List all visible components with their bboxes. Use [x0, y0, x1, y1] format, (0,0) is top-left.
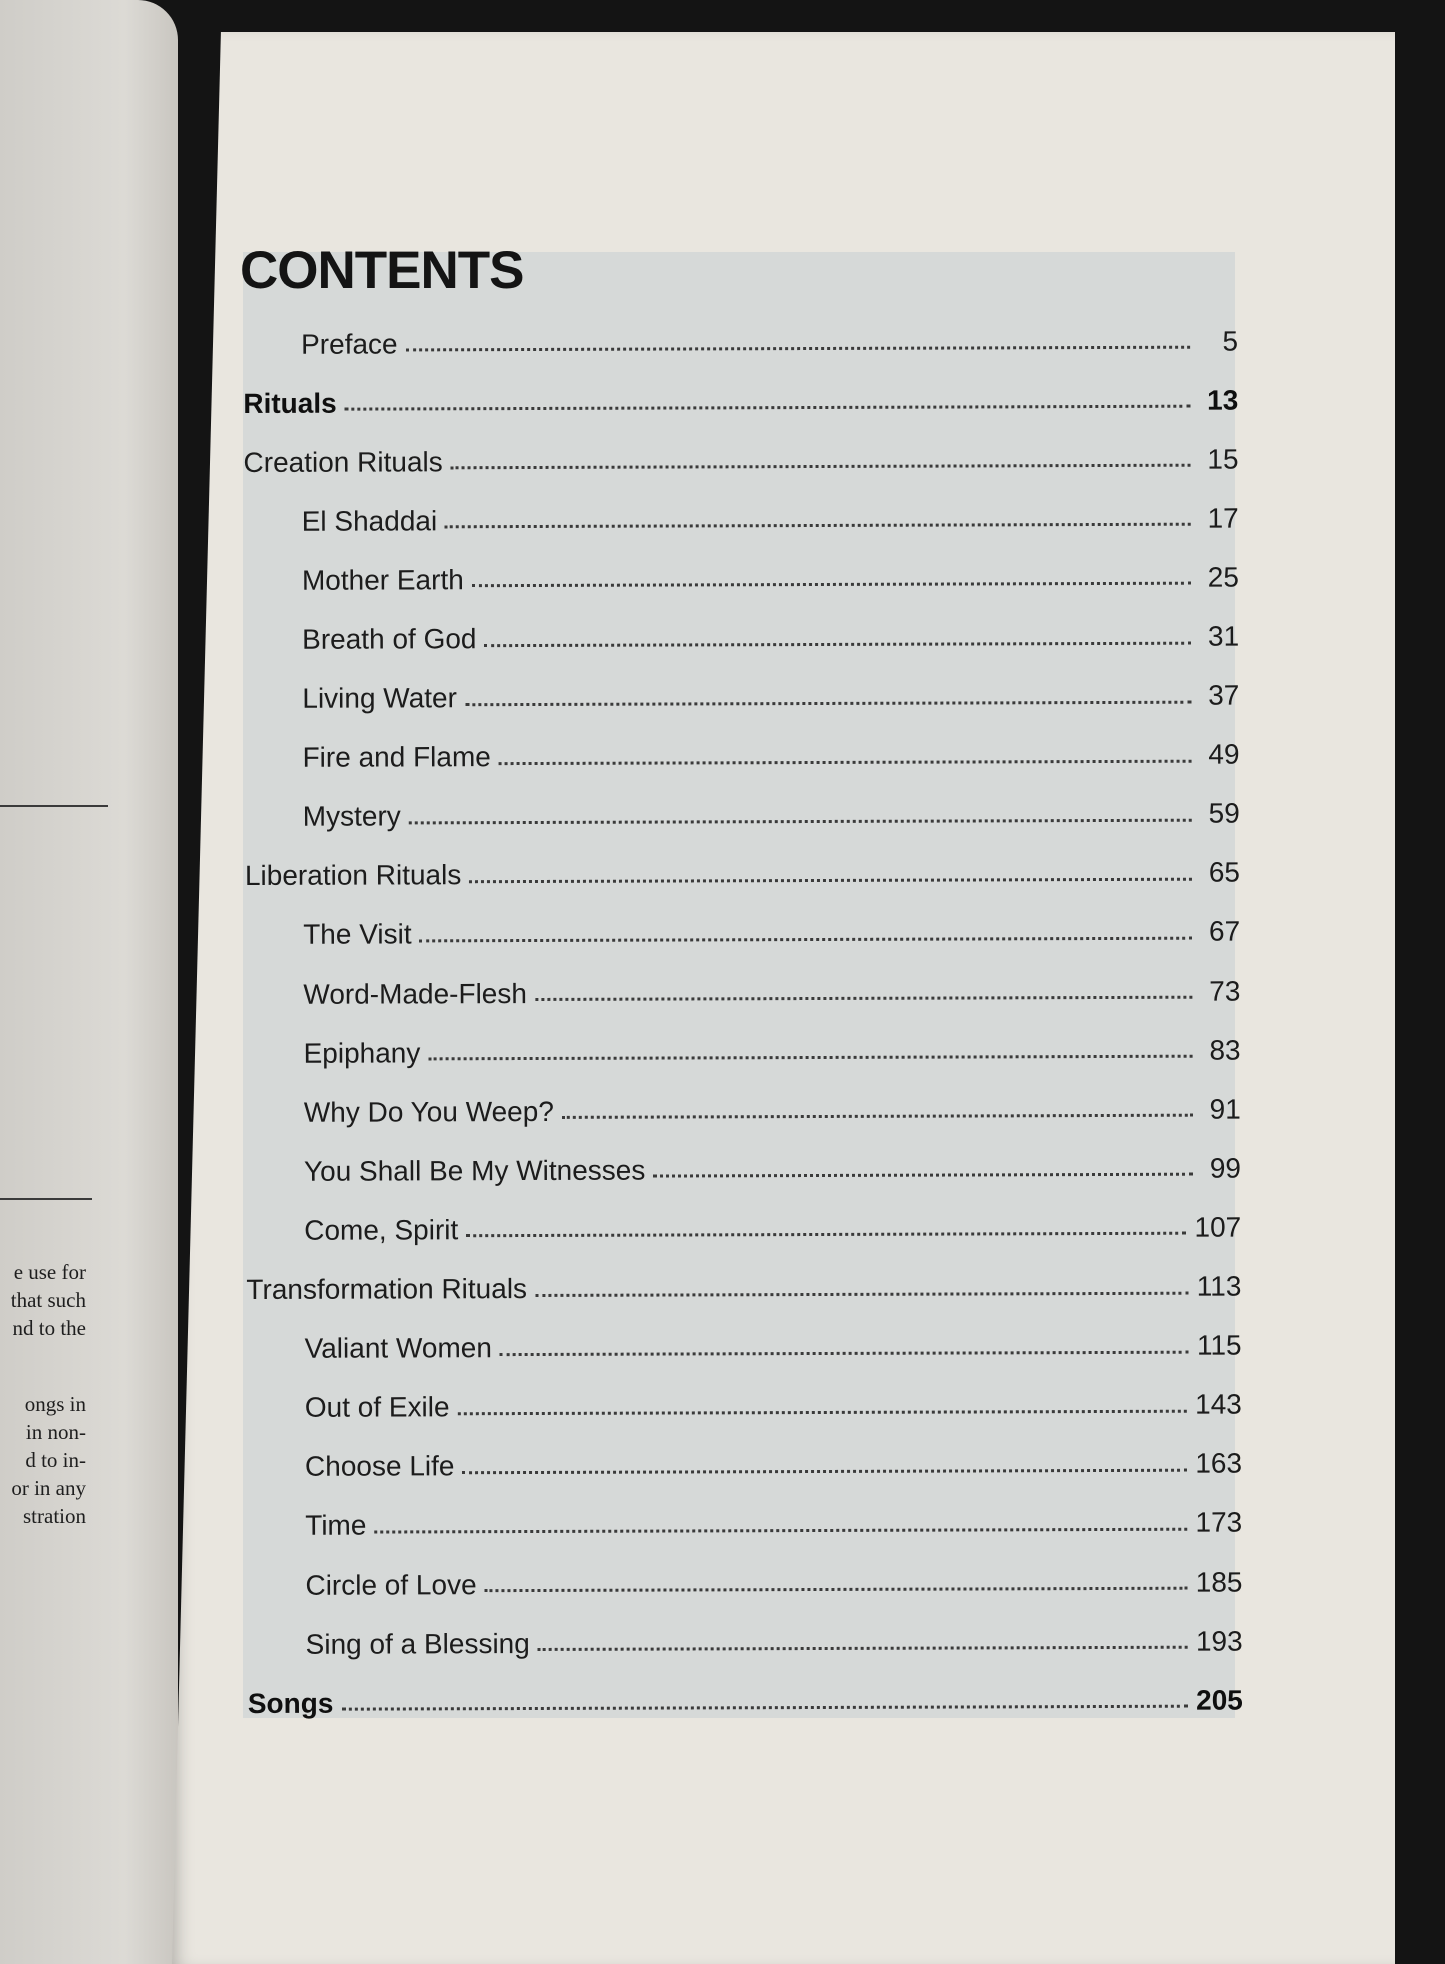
- toc-entry: [243, 371, 1238, 434]
- left-page-rule: [0, 1198, 92, 1200]
- toc-entry-page-number: 163: [1195, 1447, 1243, 1480]
- dot-leader: [499, 759, 1192, 764]
- toc-entry-page-number: 173: [1195, 1506, 1243, 1539]
- dot-leader: [500, 1350, 1189, 1355]
- toc-entry: [245, 784, 1240, 847]
- toc-entry-label: Songs: [247, 1687, 334, 1719]
- toc-entry: [246, 1139, 1241, 1202]
- toc-entry-page-number: 5: [1222, 325, 1239, 357]
- toc-entry-label: Transformation Rituals: [246, 1273, 528, 1306]
- dot-leader: [466, 1232, 1186, 1238]
- toc-entry-page-number: 143: [1195, 1388, 1242, 1420]
- toc-entry: [244, 489, 1239, 552]
- dot-leader: [485, 1587, 1188, 1592]
- toc-entry: [245, 1021, 1240, 1084]
- toc-entry-page-number: 205: [1196, 1684, 1243, 1716]
- dot-leader: [451, 464, 1191, 470]
- toc-entry: [247, 1493, 1242, 1556]
- toc-entry: [244, 666, 1239, 729]
- toc-entry-label: You Shall Be My Witnesses: [303, 1154, 646, 1187]
- dot-leader: [484, 641, 1191, 646]
- toc-entry: [243, 312, 1238, 375]
- dot-leader: [445, 523, 1191, 529]
- toc-entry-page-number: 67: [1208, 916, 1241, 948]
- toc-entry-page-number: 37: [1208, 679, 1240, 711]
- left-page-paragraph: [0, 1258, 86, 1342]
- toc-entry-label: Come, Spirit: [304, 1214, 459, 1246]
- toc-entry-page-number: 49: [1208, 738, 1240, 770]
- toc-entry-label: Mystery: [302, 800, 401, 833]
- toc-entry: [246, 1257, 1241, 1320]
- toc-entry-page-number: 83: [1209, 1034, 1241, 1066]
- toc-entry-label: Valiant Women: [304, 1332, 492, 1364]
- left-page-line: that such: [10, 1288, 86, 1312]
- toc-entry-label: Preface: [301, 328, 398, 360]
- toc-entry-page-number: 91: [1209, 1093, 1241, 1125]
- left-page-paragraph: [0, 1390, 86, 1530]
- toc-entry-label: Why Do You Weep?: [303, 1095, 554, 1128]
- toc-entry-label: Creation Rituals: [243, 446, 443, 478]
- dot-leader: [428, 1055, 1192, 1061]
- toc-entry-page-number: 15: [1207, 443, 1239, 475]
- left-page-line: ongs in: [24, 1392, 86, 1416]
- dot-leader: [562, 1114, 1193, 1119]
- toc-entry-label: Fire and Flame: [302, 741, 491, 773]
- toc-entry-label: El Shaddai: [301, 505, 438, 537]
- dot-leader: [341, 1705, 1188, 1711]
- toc-entry: [246, 1080, 1241, 1143]
- dot-leader: [374, 1528, 1187, 1534]
- table-of-contents: [243, 312, 1243, 1734]
- toc-entry-page-number: 59: [1208, 797, 1240, 829]
- toc-entry-page-number: 73: [1209, 975, 1241, 1007]
- dot-leader: [345, 405, 1191, 411]
- left-page-line: stration: [23, 1504, 86, 1528]
- toc-entry-label: Epiphany: [303, 1037, 421, 1069]
- dot-leader: [535, 1291, 1189, 1296]
- dot-leader: [420, 937, 1193, 943]
- toc-entry-page-number: 17: [1207, 502, 1239, 534]
- left-page-rule: [0, 805, 108, 807]
- left-page-line: or in any: [11, 1476, 86, 1500]
- toc-entry-page-number: 31: [1207, 620, 1240, 652]
- toc-entry-label: Rituals: [243, 387, 337, 419]
- left-page: [0, 0, 178, 1964]
- left-page-line: in non-: [25, 1420, 86, 1444]
- toc-entry: [244, 725, 1239, 788]
- toc-entry: [246, 1198, 1241, 1261]
- toc-entry-label: Word-Made-Flesh: [303, 977, 527, 1010]
- toc-entry-label: Breath of God: [302, 623, 477, 655]
- toc-entry-label: Time: [305, 1509, 367, 1542]
- left-page-line: nd to the: [12, 1316, 86, 1340]
- dot-leader: [472, 582, 1191, 588]
- dot-leader: [458, 1409, 1188, 1415]
- dot-leader: [462, 1469, 1187, 1475]
- left-page-line: d to in-: [25, 1448, 86, 1472]
- toc-entry-page-number: 25: [1207, 561, 1239, 593]
- toc-entry: [248, 1671, 1243, 1734]
- toc-entry-page-number: 99: [1209, 1152, 1242, 1184]
- toc-entry: [247, 1316, 1242, 1379]
- dot-leader: [469, 878, 1192, 884]
- dot-leader: [653, 1173, 1193, 1178]
- toc-entry: [247, 1552, 1242, 1615]
- page-title: CONTENTS: [240, 241, 524, 300]
- toc-entry: [248, 1612, 1243, 1675]
- toc-entry: [247, 1375, 1242, 1438]
- toc-entry: [243, 430, 1238, 493]
- dot-leader: [465, 700, 1191, 706]
- toc-entry-label: Mother Earth: [301, 564, 464, 596]
- dot-leader: [406, 346, 1191, 352]
- toc-entry-label: Living Water: [302, 682, 457, 714]
- toc-entry-page-number: 115: [1196, 1329, 1242, 1361]
- dot-leader: [409, 818, 1192, 824]
- toc-entry-label: Out of Exile: [304, 1391, 450, 1424]
- dot-leader: [538, 1646, 1188, 1651]
- toc-entry-label: Choose Life: [304, 1450, 455, 1483]
- toc-entry-label: The Visit: [303, 918, 412, 951]
- toc-entry-page-number: 113: [1196, 1270, 1242, 1302]
- toc-entry-label: Circle of Love: [305, 1568, 477, 1601]
- toc-entry: [245, 843, 1240, 906]
- toc-entry: [245, 902, 1240, 965]
- toc-entry-page-number: 193: [1195, 1625, 1243, 1657]
- dot-leader: [535, 996, 1192, 1001]
- toc-entry: [247, 1434, 1242, 1497]
- left-page-line: e use for: [13, 1260, 86, 1284]
- toc-entry-label: Sing of a Blessing: [305, 1627, 530, 1660]
- toc-entry-page-number: 107: [1194, 1211, 1242, 1243]
- toc-entry: [245, 962, 1240, 1025]
- toc-entry-label: Liberation Rituals: [244, 859, 462, 892]
- toc-entry: [244, 607, 1239, 670]
- toc-entry-page-number: 185: [1195, 1566, 1243, 1598]
- toc-entry-page-number: 13: [1207, 384, 1239, 416]
- toc-entry: [244, 548, 1239, 611]
- toc-entry-page-number: 65: [1208, 856, 1241, 889]
